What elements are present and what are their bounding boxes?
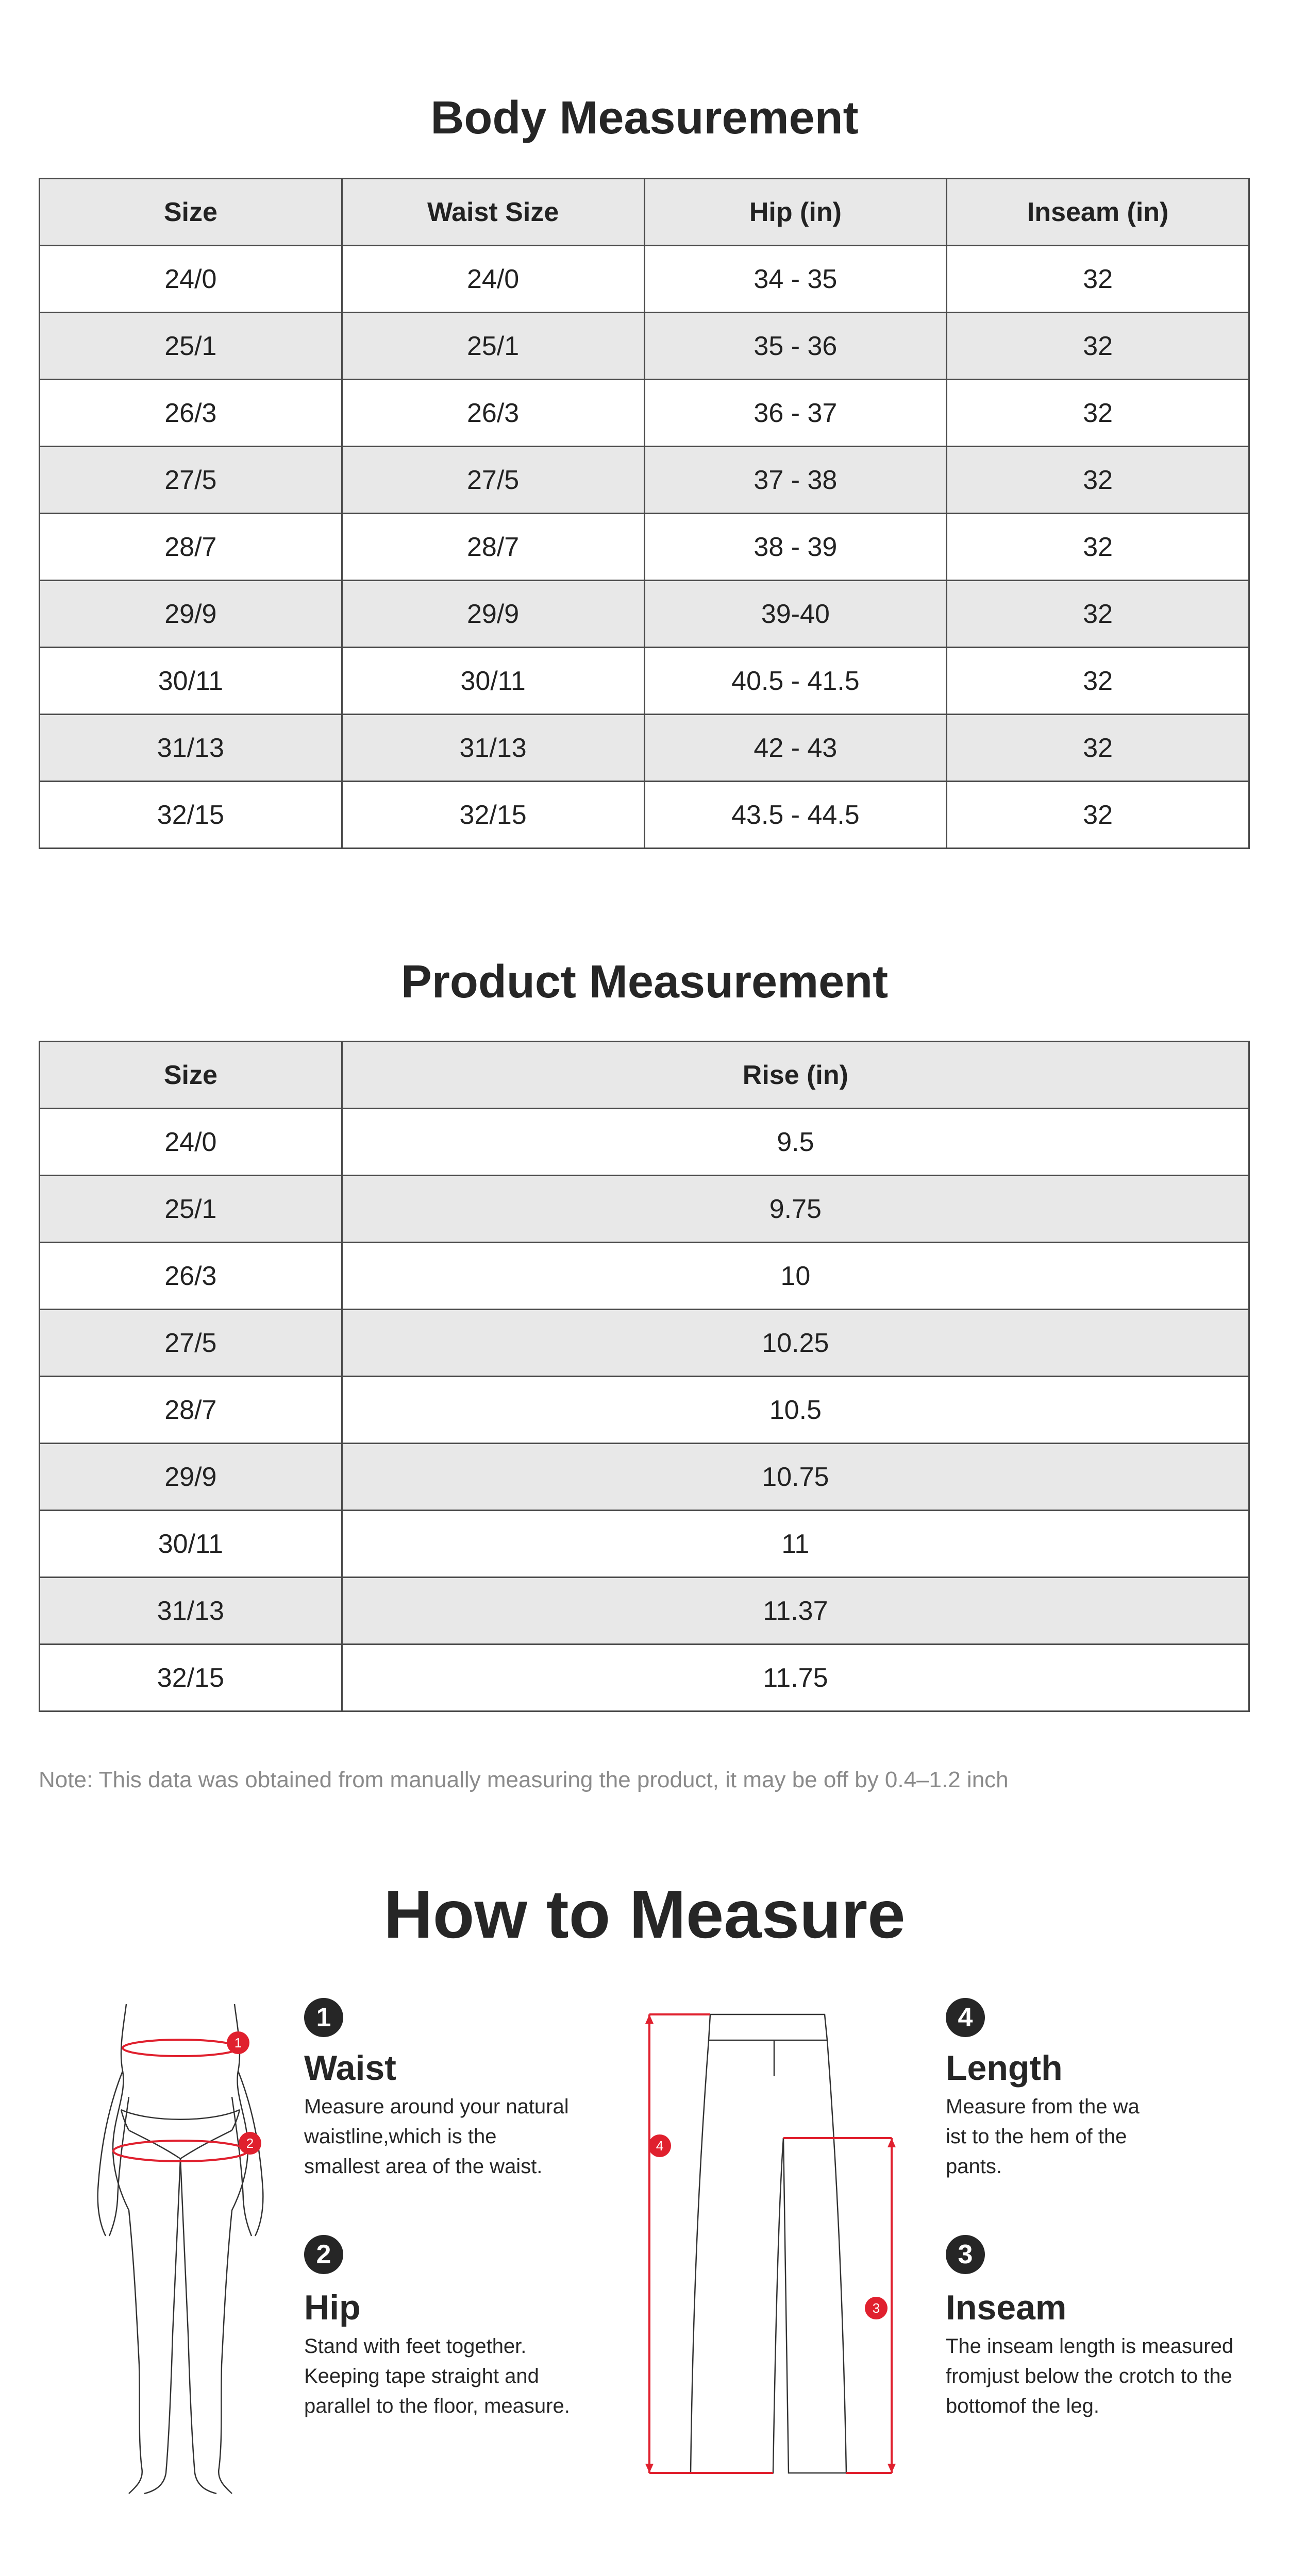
table-cell: 29/9 [40, 581, 342, 648]
table-cell: 34 - 35 [644, 246, 947, 313]
table-cell: 31/13 [342, 715, 644, 782]
table-cell: 27/5 [40, 1310, 342, 1377]
table-cell: 11.37 [342, 1578, 1249, 1645]
table-cell: 11 [342, 1511, 1249, 1578]
step-title-waist: Waist [304, 2048, 396, 2088]
product-measurement-title: Product Measurement [400, 956, 889, 1008]
table-header-row [40, 179, 1249, 246]
table-cell: 28/7 [342, 514, 644, 581]
marker-3-label: 3 [872, 2300, 880, 2316]
table-cell: 32/15 [342, 782, 644, 849]
table-cell: 25/1 [342, 313, 644, 380]
step-title-length: Length [946, 2048, 1063, 2088]
table-row [40, 246, 1249, 313]
table-cell: 10.25 [342, 1310, 1249, 1377]
table-cell: 24/0 [40, 1109, 342, 1176]
table-cell: 26/3 [40, 1243, 342, 1310]
table-cell: 32/15 [40, 1645, 342, 1711]
pants-illustration [618, 2009, 917, 2488]
table-cell: 26/3 [40, 380, 342, 447]
body-figure-illustration [77, 1994, 283, 2499]
table-row [40, 581, 1249, 648]
table-cell: 9.5 [342, 1109, 1249, 1176]
table-cell: 32 [947, 782, 1249, 849]
step-title-hip: Hip [304, 2288, 361, 2327]
table-cell: 10.5 [342, 1377, 1249, 1444]
column-header-waist-size: Waist Size [342, 179, 644, 246]
step-number-hip: 2 [304, 2235, 343, 2274]
table-cell: 30/11 [342, 648, 644, 715]
table-cell: 32 [947, 447, 1249, 514]
table-row [40, 782, 1249, 849]
table-cell: 32 [947, 581, 1249, 648]
product-measurement-rows [40, 1109, 1249, 1711]
table-row [40, 715, 1249, 782]
table-cell: 32/15 [40, 782, 342, 849]
table-cell: 30/11 [40, 648, 342, 715]
column-header-hip: Hip (in) [644, 179, 947, 246]
column-header-inseam: Inseam (in) [947, 179, 1249, 246]
table-cell: 32 [947, 514, 1249, 581]
table-cell: 40.5 - 41.5 [644, 648, 947, 715]
marker-1-label: 1 [234, 2035, 242, 2050]
step-number-length: 4 [946, 1998, 985, 2037]
table-cell: 36 - 37 [644, 380, 947, 447]
measurement-note: Note: This data was obtained from manually measuring the product, it may be off by 0.4–1.2 inch [39, 1767, 1009, 1792]
step-text-waist: Measure around your natural waistline,which is the smallest area of the waist. [304, 2095, 569, 2178]
step-text-length: Measure from the wa ist to the hem of the pants. [946, 2095, 1140, 2178]
table-cell: 32 [947, 380, 1249, 447]
table-cell: 26/3 [342, 380, 644, 447]
table-cell: 37 - 38 [644, 447, 947, 514]
table-row [40, 1511, 1249, 1578]
table-cell: 32 [947, 715, 1249, 782]
table-cell: 31/13 [40, 1578, 342, 1645]
table-cell: 35 - 36 [644, 313, 947, 380]
table-cell: 32 [947, 313, 1249, 380]
body-measurement-title: Body Measurement [430, 92, 859, 144]
table-cell: 10.75 [342, 1444, 1249, 1511]
table-row [40, 1243, 1249, 1310]
body-measurement-table [39, 178, 1250, 849]
table-row [40, 1176, 1249, 1243]
table-cell: 28/7 [40, 1377, 342, 1444]
step-title-inseam: Inseam [946, 2288, 1067, 2327]
table-cell: 24/0 [342, 246, 644, 313]
column-header-size: Size [40, 1042, 342, 1109]
body-measurement-rows [40, 246, 1249, 849]
table-row [40, 1444, 1249, 1511]
table-cell: 43.5 - 44.5 [644, 782, 947, 849]
step-text-hip: Stand with feet together. Keeping tape straight and parallel to the floor, measure. [304, 2335, 570, 2417]
table-row [40, 447, 1249, 514]
table-cell: 32 [947, 648, 1249, 715]
column-header-rise: Rise (in) [342, 1042, 1249, 1109]
table-row [40, 380, 1249, 447]
table-cell: 32 [947, 246, 1249, 313]
table-cell: 29/9 [40, 1444, 342, 1511]
table-row [40, 313, 1249, 380]
table-row [40, 1109, 1249, 1176]
step-text-inseam: The inseam length is measured fromjust below the crotch to the bottomof the leg. [946, 2335, 1234, 2417]
table-cell: 11.75 [342, 1645, 1249, 1711]
table-cell: 39-40 [644, 581, 947, 648]
marker-4-label: 4 [656, 2138, 664, 2154]
marker-2-label: 2 [246, 2136, 254, 2151]
table-cell: 28/7 [40, 514, 342, 581]
table-cell: 38 - 39 [644, 514, 947, 581]
table-row [40, 1645, 1249, 1711]
table-cell: 27/5 [40, 447, 342, 514]
table-cell: 25/1 [40, 313, 342, 380]
table-row [40, 1310, 1249, 1377]
table-cell: 29/9 [342, 581, 644, 648]
table-cell: 10 [342, 1243, 1249, 1310]
table-header-row [40, 1042, 1249, 1109]
table-cell: 25/1 [40, 1176, 342, 1243]
step-number-waist: 1 [304, 1998, 343, 2037]
table-cell: 42 - 43 [644, 715, 947, 782]
table-cell: 24/0 [40, 246, 342, 313]
how-to-measure-title: How to Measure [383, 1876, 906, 1952]
step-number-inseam: 3 [946, 2235, 985, 2274]
table-cell: 27/5 [342, 447, 644, 514]
table-cell: 31/13 [40, 715, 342, 782]
table-row [40, 1377, 1249, 1444]
column-header-size: Size [40, 179, 342, 246]
table-row [40, 1578, 1249, 1645]
table-row [40, 514, 1249, 581]
product-measurement-table [39, 1041, 1250, 1712]
table-cell: 30/11 [40, 1511, 342, 1578]
table-cell: 9.75 [342, 1176, 1249, 1243]
table-row [40, 648, 1249, 715]
